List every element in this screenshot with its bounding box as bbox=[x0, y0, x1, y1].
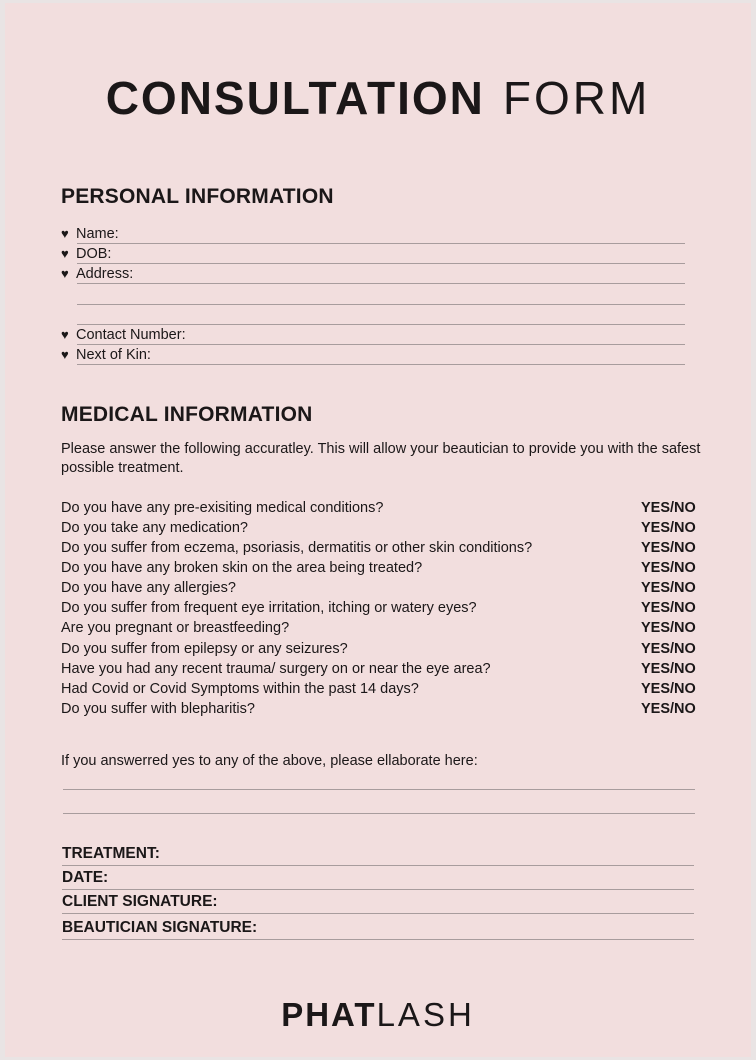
heart-icon: ♥ bbox=[61, 226, 69, 241]
date-field[interactable] bbox=[62, 868, 694, 890]
question: Do you have any allergies? bbox=[61, 580, 236, 596]
beautician-signature-field[interactable] bbox=[62, 918, 694, 940]
question: Do you have any broken skin on the area being treated? bbox=[61, 560, 423, 576]
field-label: CLIENT SIGNATURE: bbox=[62, 893, 218, 910]
title-bold: CONSULTATION bbox=[105, 72, 485, 124]
field-label: DATE: bbox=[62, 869, 109, 886]
brand-logo bbox=[5, 995, 751, 1035]
underline bbox=[62, 865, 694, 866]
client-signature-field[interactable] bbox=[62, 892, 694, 914]
field-label: Name: bbox=[76, 226, 119, 242]
question: Do you suffer with blepharitis? bbox=[61, 701, 255, 717]
heart-icon: ♥ bbox=[61, 266, 69, 281]
question: Do you have any pre-exisiting medical conditions? bbox=[61, 500, 384, 516]
personal-heading: PERSONAL INFORMATION bbox=[61, 185, 334, 208]
heart-icon: ♥ bbox=[61, 347, 69, 362]
yes-no-answer[interactable]: YES/NO bbox=[641, 500, 696, 516]
medical-intro: Please answer the following accuratley. This will allow your beautician to provide you with the safest possible treatment. bbox=[61, 441, 701, 476]
yes-no-answer[interactable]: YES/NO bbox=[641, 580, 696, 596]
address-field[interactable] bbox=[61, 264, 685, 284]
yes-no-answer[interactable]: YES/NO bbox=[641, 620, 696, 636]
underline bbox=[62, 913, 694, 914]
field-label: Next of Kin: bbox=[76, 347, 151, 363]
form-page bbox=[5, 3, 751, 1057]
underline bbox=[62, 939, 694, 940]
question: Are you pregnant or breastfeeding? bbox=[61, 620, 290, 636]
elaborate-line-1[interactable] bbox=[63, 789, 695, 790]
next-of-kin-field[interactable] bbox=[61, 345, 685, 365]
question: Do you take any medication? bbox=[61, 520, 248, 536]
yes-no-answer[interactable]: YES/NO bbox=[641, 600, 696, 616]
brand-bold: PHAT bbox=[281, 996, 377, 1033]
question: Do you suffer from epilepsy or any seizures? bbox=[61, 641, 348, 657]
yes-no-answer[interactable]: YES/NO bbox=[641, 560, 696, 576]
underline bbox=[77, 364, 685, 365]
yes-no-answer[interactable]: YES/NO bbox=[641, 641, 696, 657]
yes-no-answer[interactable]: YES/NO bbox=[641, 681, 696, 697]
field-label: Contact Number: bbox=[76, 327, 186, 343]
question: Do you suffer from frequent eye irritation, itching or watery eyes? bbox=[61, 600, 477, 616]
elaborate-line-2[interactable] bbox=[63, 813, 695, 814]
yes-no-answer[interactable]: YES/NO bbox=[641, 520, 696, 536]
contact-number-field[interactable] bbox=[61, 325, 685, 345]
field-label: TREATMENT: bbox=[62, 845, 160, 862]
form-title bbox=[5, 71, 751, 125]
question: Had Covid or Covid Symptoms within the past 14 days? bbox=[61, 681, 419, 697]
yes-no-answer[interactable]: YES/NO bbox=[641, 661, 696, 677]
dob-field[interactable] bbox=[61, 244, 685, 264]
yes-no-answer[interactable]: YES/NO bbox=[641, 701, 696, 717]
heart-icon: ♥ bbox=[61, 327, 69, 342]
treatment-field[interactable] bbox=[62, 844, 694, 866]
field-label: Address: bbox=[76, 266, 134, 282]
underline bbox=[62, 889, 694, 890]
yes-no-answer[interactable]: YES/NO bbox=[641, 540, 696, 556]
name-field[interactable] bbox=[61, 224, 685, 244]
field-label: DOB: bbox=[76, 246, 112, 262]
question: Have you had any recent trauma/ surgery on or near the eye area? bbox=[61, 661, 491, 677]
title-light: FORM bbox=[502, 72, 651, 124]
brand-light: LASH bbox=[376, 996, 475, 1033]
field-label: BEAUTICIAN SIGNATURE: bbox=[62, 919, 258, 936]
heart-icon: ♥ bbox=[61, 246, 69, 261]
underline bbox=[77, 283, 685, 284]
address-line-2[interactable] bbox=[77, 304, 685, 305]
medical-heading: MEDICAL INFORMATION bbox=[61, 403, 313, 426]
question: Do you suffer from eczema, psoriasis, dermatitis or other skin conditions? bbox=[61, 540, 533, 556]
elaborate-prompt: If you answerred yes to any of the above, please ellaborate here: bbox=[61, 753, 478, 769]
